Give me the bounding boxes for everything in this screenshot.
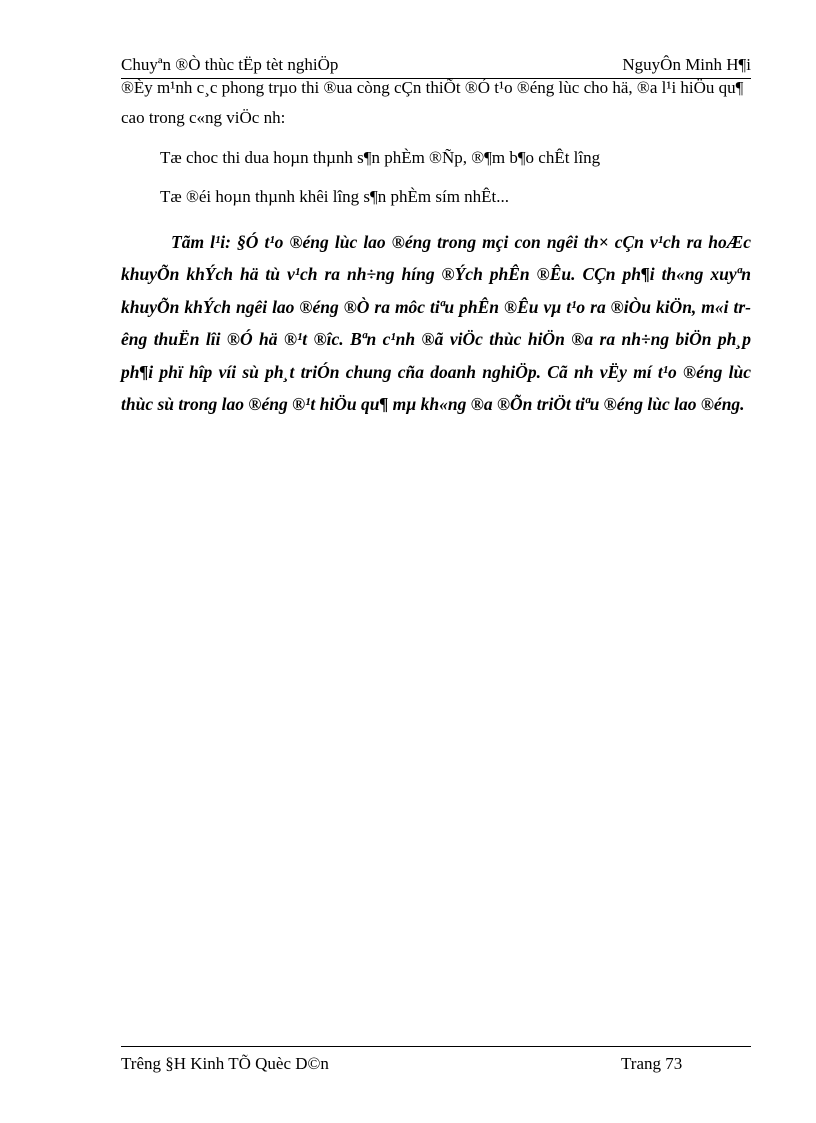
header-author: NguyÔn Minh H¶i: [622, 55, 751, 74]
header-title: Chuyªn ®Ò thùc tËp tèt nghiÖp: [121, 55, 339, 74]
footer-institution: Trêng §H Kinh TÕ Quèc D©n: [121, 1054, 329, 1073]
list-item: Tæ choc thi dua hoµn thµnh s¶n phÈm ®Ñp, ®¶m b¶o chÊt lîng: [160, 148, 601, 167]
body-paragraph: ®Èy m¹nh c¸c phong trµo thi ®ua còng cÇn thiÕt ®Ó t¹o ®éng lùc cho hä, ®a l¹i hiÖu qu¶ cao trong c«ng viÖc nh:: [121, 78, 744, 127]
list-item: Tæ ®éi hoµn thµnh khêi lîng s¶n phÈm sím nhÊt...: [160, 187, 510, 206]
page-footer: [121, 1046, 751, 1077]
summary-paragraph: Tãm l¹i: §Ó t¹o ®éng lùc lao ®éng trong mçi con ngêi th× cÇn v¹ch ra hoÆc khuyÕn khÝch hä tù v¹ch ra nh÷ng híng ®Ých phÊn ®Êu. CÇn ph¶i th«ng xuyªn khuyÕn khÝch ngêi lao ®éng ®Ò ra môc tiªu phÊn ®Êu vµ t¹o ra ®iÒu kiÖn, m«i trêng thuËn lîi ®Ó hä ®¹t ®îc. Bªn c¹nh ®ã viÖc thùc hiÖn ®a ra nh÷ng biÖn ph¸p ph¶i phï hîp víi sù ph¸t triÓn chung cña doanh nghiÖp. Cã nh vËy mí t¹o ®éng lùc thùc sù trong lao ®éng ®¹t hiÖu qu¶ mµ kh«ng ®a ®Õn triÖt tiªu ®éng lùc lao ®éng.: [121, 232, 751, 415]
page-number: Trang 73: [621, 1054, 683, 1073]
